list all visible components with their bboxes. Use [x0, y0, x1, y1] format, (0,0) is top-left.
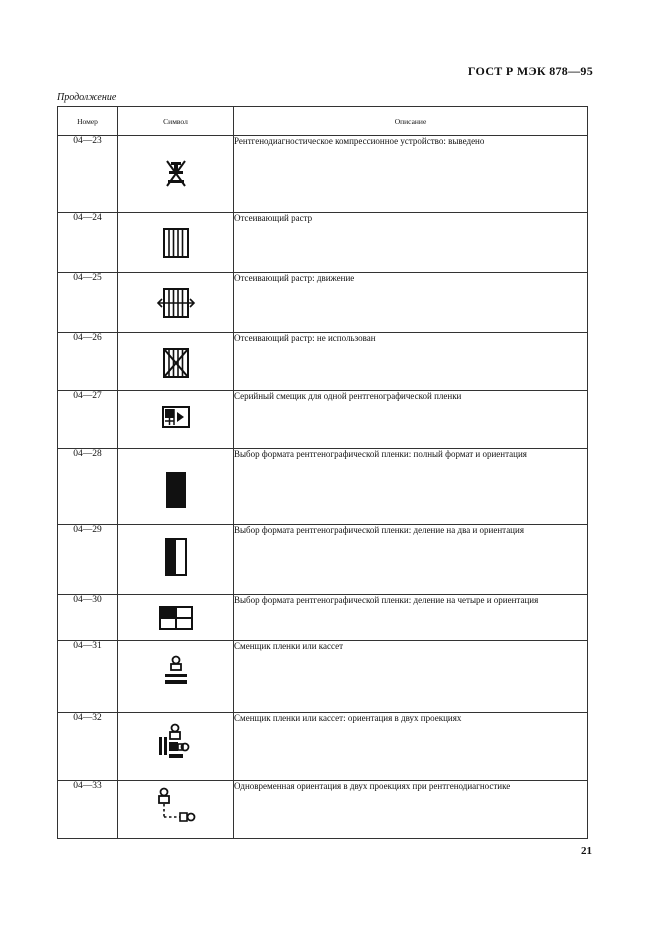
serial-changer-single-film-icon — [161, 405, 191, 429]
film-cassette-changer-icon — [161, 655, 191, 687]
table-row — [58, 713, 588, 781]
table-row — [58, 641, 588, 713]
column-header-symbol: Символ — [118, 107, 234, 136]
table-row — [58, 213, 588, 273]
film-format-half-icon — [164, 537, 188, 577]
row-description: Выбор формата рентгенографической пленки: полный формат и ориентация — [234, 449, 588, 525]
compression-device-removed-icon — [162, 158, 190, 188]
row-description: Отсеивающий растр: движение — [234, 273, 588, 333]
row-number: 04—31 — [58, 641, 118, 713]
symbols-table — [57, 106, 588, 839]
document-code: ГОСТ Р МЭК 878—95 — [467, 64, 593, 78]
row-number: 04—26 — [58, 333, 118, 391]
row-description: Сменщик пленки или кассет — [234, 641, 588, 713]
row-number: 04—25 — [58, 273, 118, 333]
row-number: 04—27 — [58, 391, 118, 449]
table-row — [58, 449, 588, 525]
row-description: Отсеивающий растр — [234, 213, 588, 273]
continuation-label: Продолжение — [57, 92, 117, 103]
row-number: 04—29 — [58, 525, 118, 595]
table-row — [58, 273, 588, 333]
table-row — [58, 781, 588, 839]
simultaneous-biplane-icon — [154, 787, 198, 823]
table-row — [58, 595, 588, 641]
row-description: Одновременная ориентация в двух проекциях при рентгенодиагностике — [234, 781, 588, 839]
row-number: 04—28 — [58, 449, 118, 525]
row-description: Серийный смещик для одной рентгенографической пленки — [234, 391, 588, 449]
table-row — [58, 525, 588, 595]
film-format-full-icon — [164, 470, 188, 510]
film-changer-biplane-icon — [156, 723, 196, 761]
row-number: 04—23 — [58, 136, 118, 213]
table-row — [58, 333, 588, 391]
grid-movement-icon — [156, 287, 196, 319]
row-description: Рентгенодиагностическое компрессионное устройство: выведено — [234, 136, 588, 213]
film-format-quarter-icon — [158, 605, 194, 631]
row-description: Выбор формата рентгенографической пленки: деление на два и ориентация — [234, 525, 588, 595]
row-description: Выбор формата рентгенографической пленки: деление на четыре и ориентация — [234, 595, 588, 641]
grid-not-used-icon — [161, 347, 191, 379]
table-row — [58, 136, 588, 213]
page-number: 21 — [581, 845, 592, 857]
row-description: Отсеивающий растр: не использован — [234, 333, 588, 391]
column-header-number: Номер — [58, 107, 118, 136]
grid-icon — [161, 227, 191, 259]
table-header-row — [58, 107, 588, 136]
row-number: 04—33 — [58, 781, 118, 839]
row-number: 04—24 — [58, 213, 118, 273]
table-row — [58, 391, 588, 449]
row-number: 04—32 — [58, 713, 118, 781]
row-number: 04—30 — [58, 595, 118, 641]
column-header-description: Описание — [234, 107, 588, 136]
row-description: Сменщик пленки или кассет: ориентация в двух проекциях — [234, 713, 588, 781]
